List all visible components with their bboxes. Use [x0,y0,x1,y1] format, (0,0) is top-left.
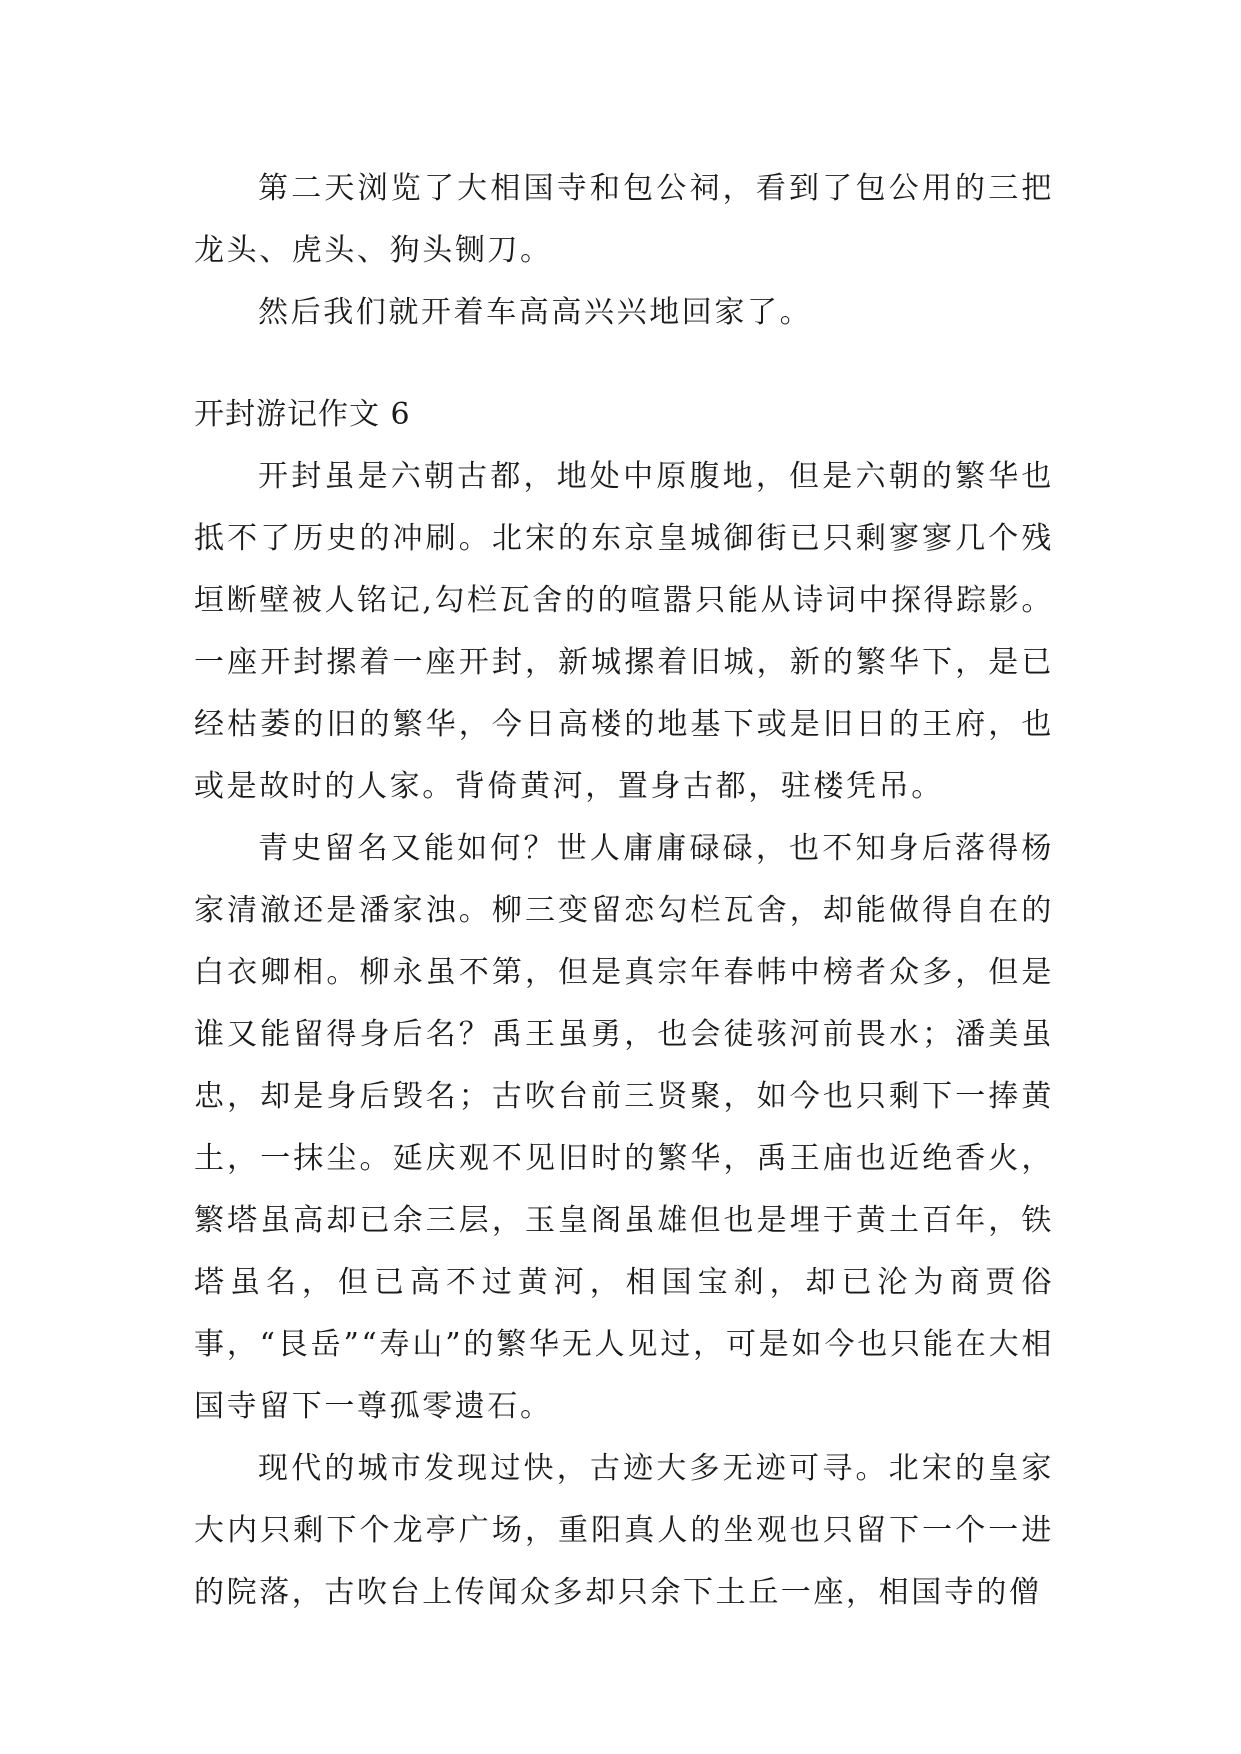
paragraph-day-two: 第二天浏览了大相国寺和包公祠，看到了包公用的三把龙头、虎头、狗头铡刀。 [194,171,1054,268]
paragraph-ancient-capital: 开封虽是六朝古都，地处中原腹地，但是六朝的繁华也抵不了历史的冲刷。北宋的东京皇城御街已只剩寥寥几个残垣断壁被人铭记,勾栏瓦舍的的喧嚣只能从诗词中探得踪影。一座开封摞着一座开封，新城摞着旧城，新的繁华下，是已经枯萎的旧的繁华，今日高楼的地基下或是旧日的王府，也或是故时的人家。背倚黄河，置身古都，驻楼凭吊。 [194,459,1054,804]
document-body [194,158,1054,1624]
paragraph-history-names: 青史留名又能如何？世人庸庸碌碌，也不知身后落得杨家清澈还是潘家浊。柳三变留恋勾栏瓦舍，却能做得自在的白衣卿相。柳永虽不第，但是真宗年春帏中榜者众多，但是谁又能留得身后名？禹王虽勇，也会徒骇河前畏水；潘美虽忠，却是身后毁名；古吹台前三贤聚，如今也只剩下一捧黄土，一抹尘。延庆观不见旧时的繁华，禹王庙也近绝香火，繁塔虽高却已余三层，玉皇阁虽雄但也是埋于黄土百年，铁塔虽名，但已高不过黄河，相国宝刹，却已沦为商贾俗事，“艮岳”“寿山”的繁华无人见过，可是如今也只能在大相国寺留下一尊孤零遗石。 [194,831,1054,1424]
paragraph-return-home: 然后我们就开着车高高兴兴地回家了。 [258,295,813,330]
section-title: 开封游记作文 6 [194,397,411,432]
paragraph-modern-city: 现代的城市发现过快，古迹大多无迹可寻。北宋的皇家大内只剩下个龙亭广场，重阳真人的坐观也只留下一个一进的院落，古吹台上传闻众多却只余下土丘一座，相国寺的僧 [194,1451,1054,1610]
